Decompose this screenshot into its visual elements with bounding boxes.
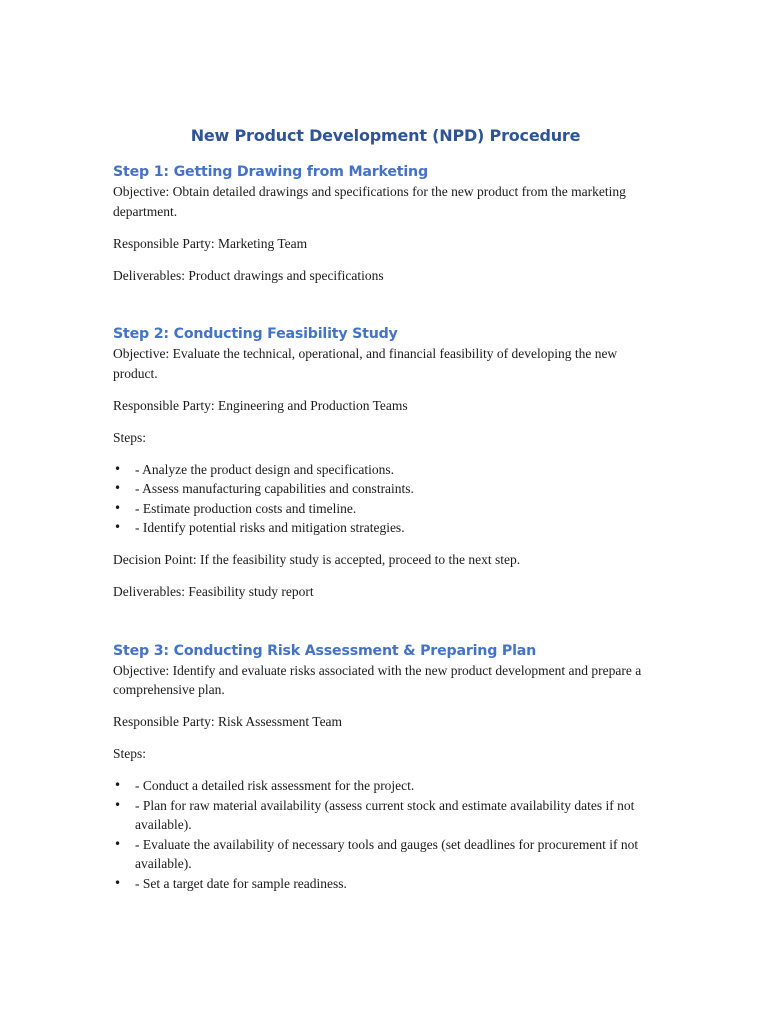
step-3-steps-list: [113, 776, 658, 893]
list-item: • - Plan for raw material availability (assess current stock and estimate availability dates if not available).: [114, 797, 635, 832]
step-2-steps-list: [113, 460, 658, 538]
step-2-deliverables: Deliverables: Feasibility study report: [113, 584, 314, 599]
list-item: • - Set a target date for sample readiness.: [113, 874, 658, 894]
document-title: New Product Development (NPD) Procedure: [190, 126, 581, 145]
step-1-responsible-party: Responsible Party: Marketing Team: [113, 235, 308, 251]
step-2-decision-point: Decision Point: If the feasibility study is accepted, proceed to the next step.: [113, 552, 521, 567]
bullet-icon: •: [114, 481, 122, 495]
step-2-heading: Step 2: Conducting Feasibility Study: [113, 326, 398, 342]
step-3-responsible-party: Responsible Party: Risk Assessment Team: [113, 714, 343, 729]
bullet-icon: •: [114, 461, 122, 476]
bullet-icon: •: [114, 875, 122, 890]
step-2-section: [113, 324, 658, 602]
list-item: • - Conduct a detailed risk assessment for the project.: [113, 776, 658, 796]
bullet-icon: •: [114, 797, 122, 812]
step-3-steps-label: Steps:: [113, 746, 147, 761]
bullet-icon: •: [114, 836, 122, 851]
list-item: • - Estimate production costs and timeline.: [113, 499, 658, 519]
step-3-section: [113, 641, 658, 894]
bullet-icon: •: [114, 778, 122, 792]
document-page: [113, 120, 658, 893]
step-1-heading: Step 1: Getting Drawing from Marketing: [113, 164, 428, 180]
list-item: • - Evaluate the availability of necessary tools and gauges (set deadlines for procurement if not available).: [114, 836, 639, 871]
step-2-responsible-party: Responsible Party: Engineering and Production Teams: [113, 397, 408, 413]
step-1-objective: Objective: Obtain detailed drawings and specifications for the new product from the marketing department.: [113, 184, 626, 219]
step-2-objective: Objective: Evaluate the technical, operational, and financial feasibility of developing the new product.: [113, 346, 618, 381]
list-item: • - Identify potential risks and mitigation strategies.: [113, 518, 658, 538]
bullet-icon: •: [114, 520, 122, 534]
step-3-objective: Objective: Identify and evaluate risks associated with the new product development and prepare a comprehensive plan.: [113, 662, 642, 697]
step-2-steps-label: Steps:: [113, 429, 147, 445]
bullet-icon: •: [114, 500, 122, 515]
step-1-section: [113, 162, 658, 285]
step-1-deliverables: Deliverables: Product drawings and specifications: [113, 267, 384, 283]
list-item: • - Analyze the product design and specifications.: [113, 460, 658, 480]
list-item: • - Assess manufacturing capabilities and constraints.: [113, 479, 658, 499]
step-3-heading: Step 3: Conducting Risk Assessment & Preparing Plan: [113, 642, 537, 659]
